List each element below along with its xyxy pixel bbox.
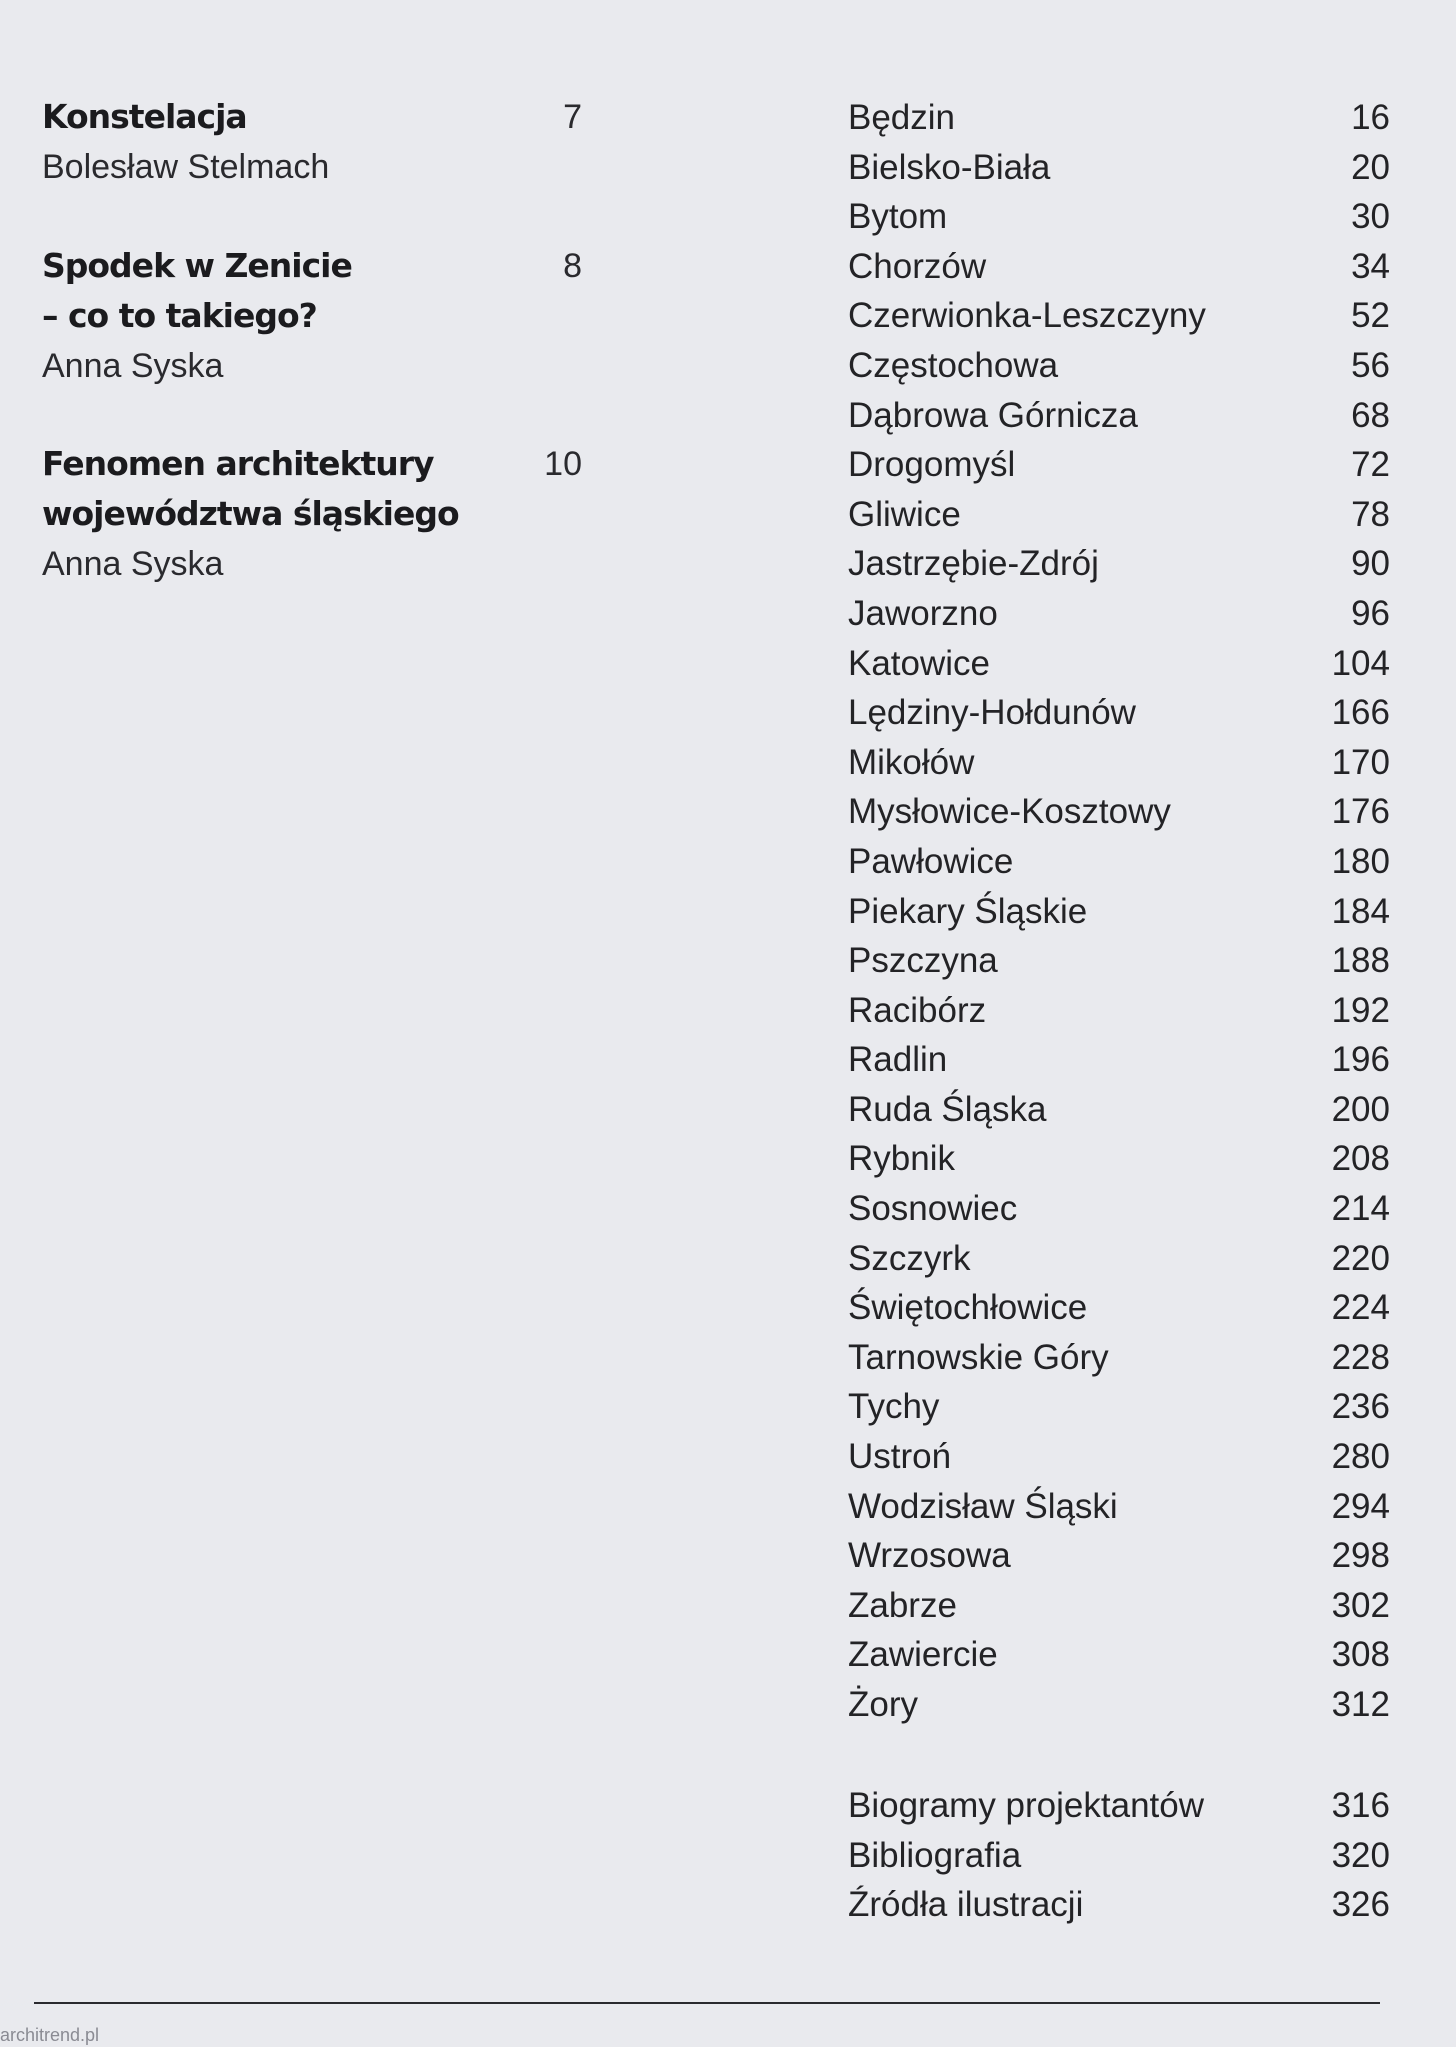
essay-page-number: 8	[563, 247, 582, 285]
toc-row	[848, 1531, 1390, 1581]
toc-page-number: 188	[1331, 941, 1390, 981]
toc-row	[848, 1581, 1390, 1631]
toc-entry-name: Wrzosowa	[848, 1536, 1011, 1576]
toc-page-number: 312	[1331, 1685, 1390, 1724]
toc-row	[848, 1333, 1390, 1383]
toc-entry-name: Pawłowice	[848, 841, 1014, 881]
bottom-rule	[34, 2002, 1380, 2004]
toc-page-number: 228	[1331, 1337, 1390, 1377]
toc-page-number: 52	[1351, 296, 1390, 336]
toc-entry-name: Rybnik	[848, 1139, 955, 1179]
toc-row	[848, 1283, 1390, 1333]
toc-row	[848, 639, 1390, 689]
toc-page-number: 280	[1331, 1437, 1390, 1477]
toc-page-number: 90	[1351, 544, 1390, 584]
toc-entry-name: Pszczyna	[848, 941, 998, 981]
toc-page-number: 224	[1331, 1288, 1390, 1328]
toc-entry-name: Tarnowskie Góry	[848, 1337, 1109, 1377]
toc-page-number: 20	[1351, 147, 1390, 187]
toc-entry-name: Będzin	[848, 98, 956, 137]
toc-page-number: 176	[1331, 792, 1390, 832]
toc-page-number: 196	[1331, 1040, 1390, 1080]
toc-row	[848, 242, 1390, 292]
toc-page-number: 294	[1331, 1486, 1390, 1526]
toc-page-number: 96	[1351, 593, 1390, 633]
toc-row	[848, 1781, 1390, 1831]
toc-entry-name: Świętochłowice	[848, 1288, 1088, 1328]
toc-page-number: 184	[1331, 891, 1390, 931]
toc-entry-name: Bytom	[848, 197, 948, 237]
toc-entry-name: Mysłowice-Kosztowy	[848, 792, 1171, 832]
city-list	[848, 93, 1390, 1730]
toc-entry-name: Radlin	[848, 1040, 948, 1080]
essay-entry	[42, 241, 582, 391]
toc-row	[848, 93, 1390, 143]
toc-page-number: 220	[1331, 1238, 1390, 1278]
toc-page-number: 180	[1331, 841, 1390, 881]
toc-entry-name: Sosnowiec	[848, 1189, 1018, 1229]
toc-page-number: 78	[1351, 494, 1390, 534]
toc-entry-name: Gliwice	[848, 494, 961, 534]
toc-entry-name: Źródła ilustracji	[848, 1885, 1084, 1925]
toc-entry-name: Częstochowa	[848, 345, 1059, 385]
toc-entry-name: Czerwionka-Leszczyny	[848, 296, 1206, 336]
toc-page-number: 320	[1331, 1835, 1390, 1875]
watermark-credit: architrend.pl	[0, 2025, 100, 2045]
toc-row	[848, 787, 1390, 837]
toc-row	[848, 1382, 1390, 1432]
toc-page-number: 208	[1331, 1139, 1390, 1179]
toc-page-number: 200	[1331, 1089, 1390, 1129]
toc-entry-name: Chorzów	[848, 246, 987, 286]
toc-row	[848, 837, 1390, 887]
toc-row	[848, 539, 1390, 589]
toc-row	[848, 440, 1390, 490]
toc-row	[848, 1432, 1390, 1482]
toc-row	[848, 1630, 1390, 1680]
toc-row	[848, 490, 1390, 540]
toc-page-number: 326	[1331, 1885, 1390, 1925]
toc-row	[848, 192, 1390, 242]
toc-entry-name: Zawiercie	[848, 1635, 998, 1675]
toc-row	[848, 1680, 1390, 1730]
essay-title: Fenomen architektury	[42, 444, 434, 483]
toc-row	[848, 1831, 1390, 1881]
essay-title: Konstelacja	[42, 97, 247, 136]
toc-row	[848, 936, 1390, 986]
toc-entry-name: Biogramy projektantów	[848, 1786, 1204, 1825]
toc-entry-name: Drogomyśl	[848, 445, 1016, 485]
toc-row	[848, 1085, 1390, 1135]
toc-entry-name: Jastrzębie-Zdrój	[848, 544, 1099, 584]
toc-entry-name: Tychy	[848, 1387, 940, 1427]
toc-page-number: 298	[1331, 1536, 1390, 1576]
toc-entry-name: Jaworzno	[848, 593, 998, 633]
toc-entry-name: Bielsko-Biała	[848, 147, 1051, 187]
essay-title: Spodek w Zenicie	[42, 246, 352, 285]
toc-row	[848, 738, 1390, 788]
toc-entry-name: Racibórz	[848, 990, 987, 1030]
toc-page-number: 192	[1331, 990, 1390, 1030]
toc-entry-name: Szczyrk	[848, 1238, 971, 1278]
essay-author: Bolesław Stelmach	[42, 148, 330, 186]
toc-page-number: 16	[1351, 98, 1390, 137]
toc-row	[848, 1880, 1390, 1930]
toc-row	[848, 887, 1390, 937]
toc-row	[848, 1482, 1390, 1532]
toc-entry-name: Ruda Śląska	[848, 1089, 1047, 1129]
toc-page-number: 104	[1331, 643, 1390, 683]
toc-row	[848, 1134, 1390, 1184]
toc-row	[848, 589, 1390, 639]
toc-row	[848, 1184, 1390, 1234]
toc-page-number: 214	[1331, 1189, 1390, 1229]
toc-entry-name: Dąbrowa Górnicza	[848, 395, 1138, 435]
toc-entry-name: Katowice	[848, 643, 991, 683]
essay-author: Anna Syska	[42, 347, 224, 385]
essay-page-number: 10	[544, 445, 582, 483]
toc-row	[848, 986, 1390, 1036]
toc-entry-name: Ustroń	[848, 1437, 952, 1477]
toc-entry-name: Piekary Śląskie	[848, 891, 1088, 931]
toc-row	[848, 391, 1390, 441]
appendix-list	[848, 1781, 1390, 1930]
toc-page-number: 68	[1351, 395, 1390, 435]
toc-row	[848, 291, 1390, 341]
toc-page-number: 170	[1331, 742, 1390, 782]
toc-page-number: 72	[1351, 445, 1390, 485]
toc-row	[848, 1035, 1390, 1085]
toc-page-number: 30	[1351, 197, 1390, 237]
toc-page-number: 302	[1331, 1585, 1390, 1625]
toc-page-number: 166	[1331, 693, 1390, 733]
toc-entry-name: Zabrze	[848, 1585, 957, 1625]
toc-entry-name: Bibliografia	[848, 1835, 1022, 1875]
toc-row	[848, 1234, 1390, 1284]
essay-title: – co to takiego?	[42, 296, 317, 335]
toc-page-number: 34	[1351, 246, 1390, 286]
toc-entry-name: Żory	[848, 1685, 918, 1724]
toc-row	[848, 341, 1390, 391]
essay-title: województwa śląskiego	[42, 494, 459, 533]
toc-entry-name: Lędziny-Hołdunów	[848, 693, 1136, 733]
toc-page-number: 316	[1331, 1786, 1390, 1825]
essay-entry	[42, 439, 582, 589]
toc-page-number: 56	[1351, 345, 1390, 385]
essay-author: Anna Syska	[42, 545, 224, 583]
toc-row	[848, 688, 1390, 738]
essay-page-number: 7	[563, 98, 582, 136]
toc-entry-name: Wodzisław Śląski	[848, 1486, 1118, 1526]
toc-page-number: 308	[1331, 1635, 1390, 1675]
toc-entry-name: Mikołów	[848, 742, 975, 782]
toc-page-number: 236	[1331, 1387, 1390, 1427]
essay-entry	[42, 92, 582, 192]
toc-row	[848, 143, 1390, 193]
